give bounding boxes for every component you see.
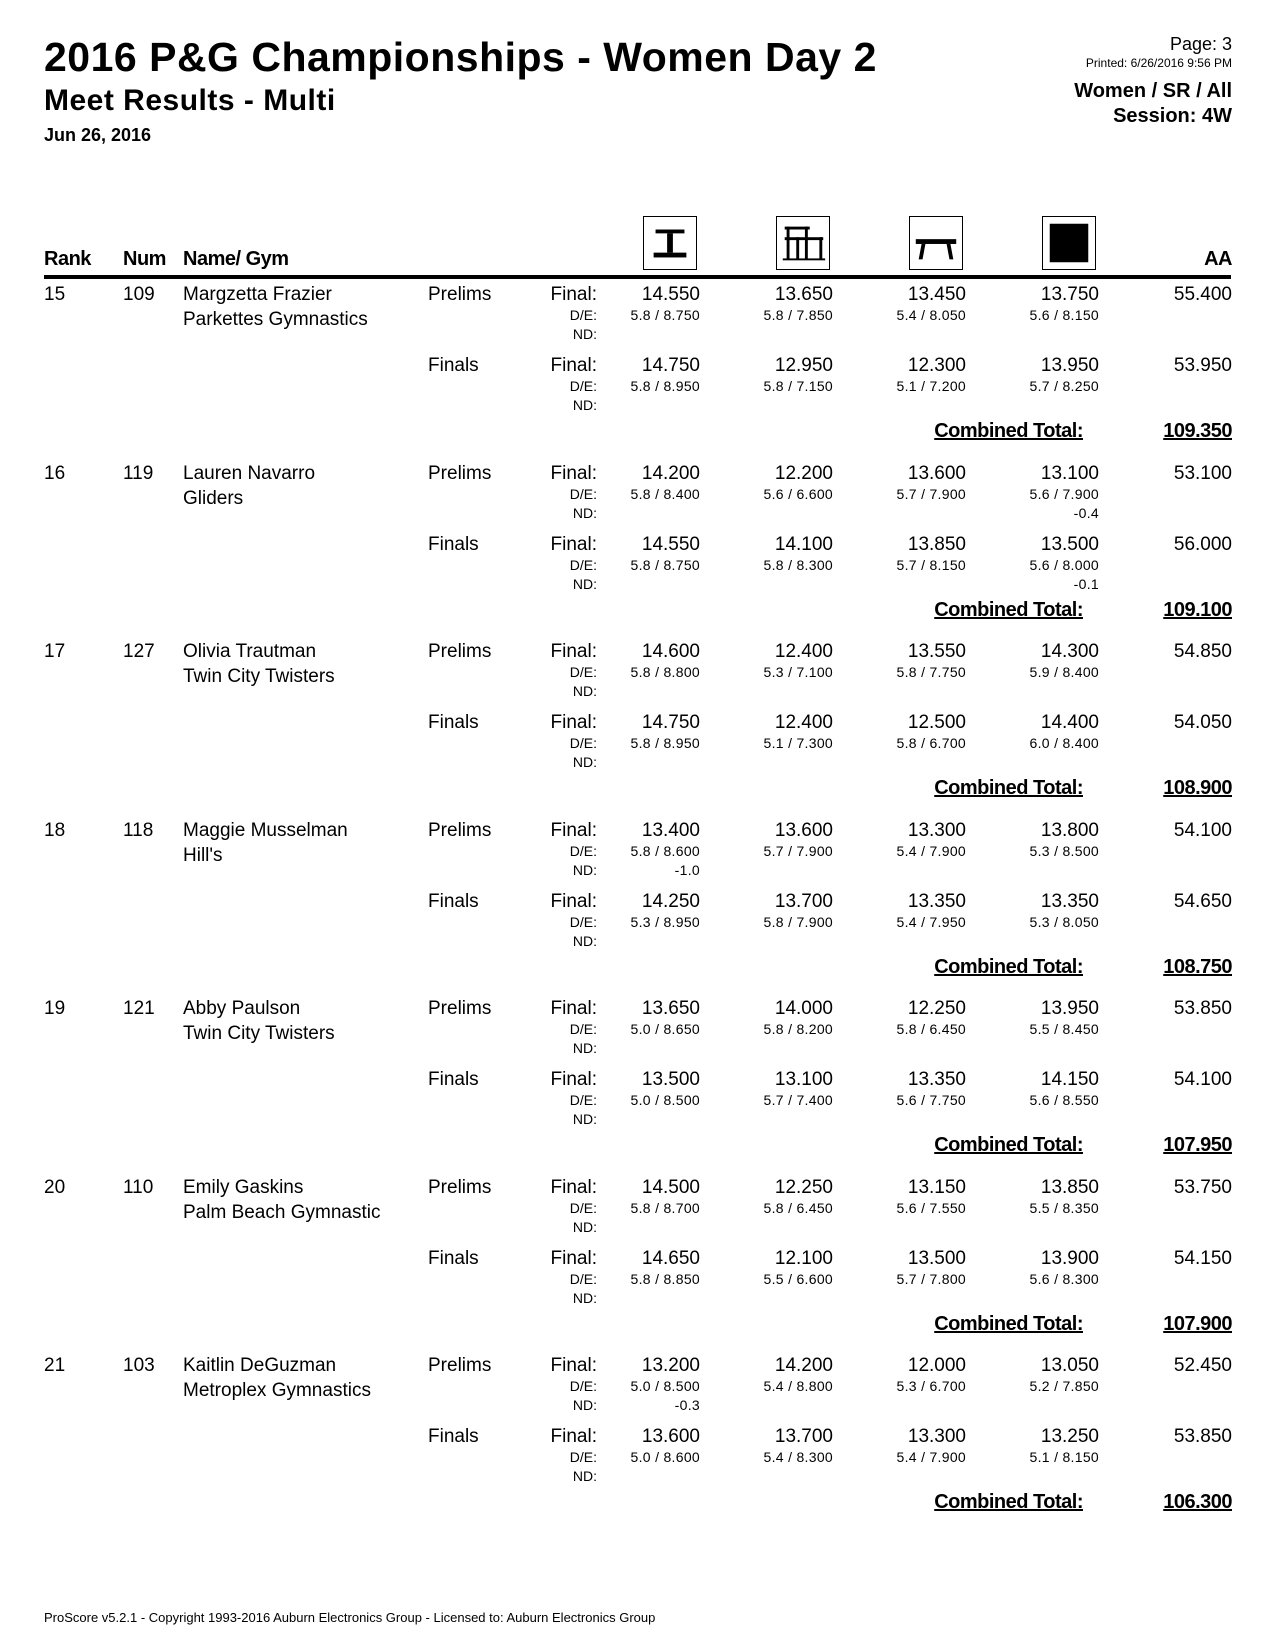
meet-title: 2016 P&G Championships - Women Day 2 [44, 34, 877, 80]
event-score: 13.100 [774, 1069, 833, 1090]
event-score: 13.950 [1040, 355, 1099, 376]
event-score: 13.700 [774, 1426, 833, 1447]
difficulty-execution: 5.8 / 8.750 [630, 557, 700, 573]
event-score: 14.750 [641, 712, 700, 733]
round-phase: Prelims [428, 463, 492, 484]
final-label: Final: [550, 641, 597, 662]
difficulty-execution: 5.3 / 8.050 [1029, 914, 1099, 930]
athlete-rank: 16 [44, 463, 66, 484]
combined-total-value: 106.300 [1163, 1491, 1232, 1513]
difficulty-execution: 5.4 / 8.050 [896, 307, 966, 323]
all-around-score: 52.450 [1173, 1355, 1232, 1376]
de-label: D/E: [569, 1271, 597, 1287]
all-around-score: 53.100 [1173, 463, 1232, 484]
software-footer: ProScore v5.2.1 - Copyright 1993-2016 Auburn Electronics Group - Licensed to: Auburn Electronics Group [44, 1610, 656, 1625]
event-score: 14.250 [641, 891, 700, 912]
final-label: Final: [550, 998, 597, 1019]
athlete-rank: 17 [44, 641, 66, 662]
event-score: 13.300 [907, 1426, 966, 1447]
combined-total-label: Combined Total: [934, 956, 1083, 978]
event-score: 12.000 [907, 1355, 966, 1376]
all-around-score: 53.850 [1173, 1426, 1232, 1447]
difficulty-execution: 5.9 / 8.400 [1029, 664, 1099, 680]
combined-total-value: 108.750 [1163, 956, 1232, 978]
difficulty-execution: 5.1 / 8.150 [1029, 1449, 1099, 1465]
difficulty-execution: 5.8 / 8.950 [630, 735, 700, 751]
nd-label: ND: [572, 754, 597, 770]
all-around-score: 54.150 [1173, 1248, 1232, 1269]
athlete-gym: Metroplex Gymnastics [183, 1380, 371, 1401]
event-score: 13.600 [774, 820, 833, 841]
difficulty-execution: 5.8 / 8.950 [630, 378, 700, 394]
combined-total-value: 109.100 [1163, 599, 1232, 621]
event-score: 13.450 [907, 284, 966, 305]
nd-label: ND: [572, 397, 597, 413]
difficulty-execution: 5.3 / 8.950 [630, 914, 700, 930]
combined-total-label: Combined Total: [934, 1313, 1083, 1335]
round-phase: Finals [428, 355, 479, 376]
difficulty-execution: 5.7 / 7.900 [896, 486, 966, 502]
athlete-number: 109 [123, 284, 155, 305]
num-column-header: Num [123, 248, 166, 270]
event-score: 13.850 [907, 534, 966, 555]
division-label: Women / SR / All [1074, 80, 1232, 102]
event-score: 13.500 [641, 1069, 700, 1090]
round-phase: Prelims [428, 998, 492, 1019]
event-score: 12.300 [907, 355, 966, 376]
final-label: Final: [550, 1355, 597, 1376]
difficulty-execution: 5.1 / 7.300 [763, 735, 833, 751]
athlete-row [0, 997, 1275, 1175]
final-label: Final: [550, 891, 597, 912]
round-phase: Finals [428, 1248, 479, 1269]
difficulty-execution: 5.6 / 8.300 [1029, 1271, 1099, 1287]
combined-total-label: Combined Total: [934, 420, 1083, 442]
athlete-name: Margzetta Frazier [183, 284, 332, 305]
de-label: D/E: [569, 1200, 597, 1216]
all-around-score: 56.000 [1173, 534, 1232, 555]
final-label: Final: [550, 1177, 597, 1198]
difficulty-execution: 5.7 / 7.900 [763, 843, 833, 859]
final-label: Final: [550, 712, 597, 733]
difficulty-execution: 5.8 / 7.750 [896, 664, 966, 680]
de-label: D/E: [569, 307, 597, 323]
event-score: 13.900 [1040, 1248, 1099, 1269]
de-label: D/E: [569, 378, 597, 394]
round-phase: Finals [428, 1426, 479, 1447]
event-score: 13.700 [774, 891, 833, 912]
athlete-name: Maggie Musselman [183, 820, 348, 841]
all-around-score: 55.400 [1173, 284, 1232, 305]
rank-column-header: Rank [44, 248, 91, 270]
athlete-gym: Twin City Twisters [183, 1023, 335, 1044]
de-label: D/E: [569, 914, 597, 930]
difficulty-execution: 5.7 / 8.250 [1029, 378, 1099, 394]
difficulty-execution: 5.8 / 8.700 [630, 1200, 700, 1216]
page-number: Page: 3 [1169, 34, 1232, 54]
combined-total-value: 108.900 [1163, 777, 1232, 799]
final-label: Final: [550, 534, 597, 555]
difficulty-execution: 5.8 / 8.750 [630, 307, 700, 323]
event-score: 13.400 [641, 820, 700, 841]
difficulty-execution: 5.8 / 8.400 [630, 486, 700, 502]
round-phase: Prelims [428, 284, 492, 305]
nd-label: ND: [572, 1219, 597, 1235]
athlete-rank: 15 [44, 284, 66, 305]
athlete-name: Olivia Trautman [183, 641, 317, 662]
event-score: 13.550 [907, 641, 966, 662]
event-score: 13.600 [641, 1426, 700, 1447]
event-score: 13.500 [1040, 534, 1099, 555]
event-score: 14.150 [1040, 1069, 1099, 1090]
round-phase: Prelims [428, 820, 492, 841]
neutral-deduction: -1.0 [674, 862, 700, 878]
nd-label: ND: [572, 1290, 597, 1306]
event-score: 12.200 [774, 463, 833, 484]
event-score: 12.250 [774, 1177, 833, 1198]
nd-label: ND: [572, 1397, 597, 1413]
event-score: 14.750 [641, 355, 700, 376]
athlete-gym: Gliders [183, 488, 244, 509]
round-phase: Prelims [428, 1355, 492, 1376]
difficulty-execution: 5.7 / 7.800 [896, 1271, 966, 1287]
final-label: Final: [550, 355, 597, 376]
event-score: 13.250 [1040, 1426, 1099, 1447]
difficulty-execution: 5.8 / 7.900 [763, 914, 833, 930]
difficulty-execution: 5.8 / 6.450 [763, 1200, 833, 1216]
difficulty-execution: 5.3 / 8.500 [1029, 843, 1099, 859]
event-score: 13.600 [907, 463, 966, 484]
neutral-deduction: -0.4 [1073, 505, 1099, 521]
event-score: 14.100 [774, 534, 833, 555]
difficulty-execution: 5.8 / 8.300 [763, 557, 833, 573]
athlete-number: 103 [123, 1355, 155, 1376]
difficulty-execution: 5.0 / 8.600 [630, 1449, 700, 1465]
athlete-number: 127 [123, 641, 155, 662]
event-score: 13.950 [1040, 998, 1099, 1019]
de-label: D/E: [569, 1021, 597, 1037]
all-around-score: 53.850 [1173, 998, 1232, 1019]
difficulty-execution: 5.6 / 7.550 [896, 1200, 966, 1216]
difficulty-execution: 5.8 / 8.600 [630, 843, 700, 859]
event-score: 13.050 [1040, 1355, 1099, 1376]
difficulty-execution: 5.1 / 7.200 [896, 378, 966, 394]
difficulty-execution: 5.8 / 6.450 [896, 1021, 966, 1037]
event-score: 12.100 [774, 1248, 833, 1269]
nd-label: ND: [572, 862, 597, 878]
event-score: 13.300 [907, 820, 966, 841]
difficulty-execution: 5.4 / 8.300 [763, 1449, 833, 1465]
de-label: D/E: [569, 1378, 597, 1394]
athlete-number: 119 [123, 463, 154, 484]
all-around-score: 54.050 [1173, 712, 1232, 733]
all-around-score: 54.100 [1173, 820, 1232, 841]
event-score: 14.550 [641, 284, 700, 305]
nd-label: ND: [572, 576, 597, 592]
athlete-gym: Twin City Twisters [183, 666, 335, 687]
nd-label: ND: [572, 326, 597, 342]
de-label: D/E: [569, 735, 597, 751]
final-label: Final: [550, 1248, 597, 1269]
event-score: 12.400 [774, 712, 833, 733]
event-score: 12.250 [907, 998, 966, 1019]
event-score: 14.000 [774, 998, 833, 1019]
difficulty-execution: 5.8 / 7.150 [763, 378, 833, 394]
neutral-deduction: -0.3 [674, 1397, 700, 1413]
neutral-deduction: -0.1 [1073, 576, 1099, 592]
difficulty-execution: 5.8 / 8.200 [763, 1021, 833, 1037]
event-score: 14.500 [641, 1177, 700, 1198]
event-score: 13.100 [1040, 463, 1099, 484]
athlete-name: Kaitlin DeGuzman [183, 1355, 337, 1376]
athlete-rank: 20 [44, 1177, 66, 1198]
event-score: 13.850 [1040, 1177, 1099, 1198]
difficulty-execution: 5.0 / 8.500 [630, 1378, 700, 1394]
combined-total-label: Combined Total: [934, 1491, 1083, 1513]
nd-label: ND: [572, 1040, 597, 1056]
difficulty-execution: 5.6 / 7.750 [896, 1092, 966, 1108]
de-label: D/E: [569, 557, 597, 573]
round-phase: Prelims [428, 1177, 492, 1198]
combined-total-label: Combined Total: [934, 599, 1083, 621]
event-score: 14.600 [641, 641, 700, 662]
event-score: 14.200 [774, 1355, 833, 1376]
event-score: 13.350 [907, 1069, 966, 1090]
difficulty-execution: 5.6 / 8.150 [1029, 307, 1099, 323]
athlete-rank: 21 [44, 1355, 66, 1376]
athlete-name: Lauren Navarro [183, 463, 316, 484]
combined-total-value: 109.350 [1163, 420, 1232, 442]
event-score: 12.500 [907, 712, 966, 733]
event-score: 13.350 [1040, 891, 1099, 912]
athlete-row [0, 1176, 1275, 1354]
final-label: Final: [550, 1426, 597, 1447]
athlete-rank: 19 [44, 998, 66, 1019]
athlete-number: 110 [123, 1177, 154, 1198]
nd-label: ND: [572, 1468, 597, 1484]
event-score: 13.200 [641, 1355, 700, 1376]
all-around-score: 54.850 [1173, 641, 1232, 662]
round-phase: Finals [428, 534, 479, 555]
difficulty-execution: 5.5 / 8.350 [1029, 1200, 1099, 1216]
event-score: 12.950 [774, 355, 833, 376]
event-score: 13.800 [1040, 820, 1099, 841]
all-around-score: 54.100 [1173, 1069, 1232, 1090]
meet-date: Jun 26, 2016 [44, 125, 152, 145]
event-score: 13.350 [907, 891, 966, 912]
final-label: Final: [550, 1069, 597, 1090]
event-score: 14.650 [641, 1248, 700, 1269]
athlete-row [0, 819, 1275, 997]
difficulty-execution: 5.6 / 8.000 [1029, 557, 1099, 573]
de-label: D/E: [569, 1092, 597, 1108]
athlete-row [0, 462, 1275, 640]
final-label: Final: [550, 463, 597, 484]
event-score: 14.200 [641, 463, 700, 484]
combined-total-label: Combined Total: [934, 777, 1083, 799]
athlete-number: 121 [123, 998, 155, 1019]
event-score: 13.650 [774, 284, 833, 305]
athlete-name: Abby Paulson [183, 998, 301, 1019]
event-score: 14.550 [641, 534, 700, 555]
nd-label: ND: [572, 683, 597, 699]
athlete-gym: Parkettes Gymnastics [183, 309, 368, 330]
event-score: 12.400 [774, 641, 833, 662]
athlete-rank: 18 [44, 820, 66, 841]
de-label: D/E: [569, 843, 597, 859]
difficulty-execution: 5.3 / 6.700 [896, 1378, 966, 1394]
nd-label: ND: [572, 1111, 597, 1127]
de-label: D/E: [569, 664, 597, 680]
difficulty-execution: 5.8 / 8.800 [630, 664, 700, 680]
difficulty-execution: 5.3 / 7.100 [763, 664, 833, 680]
difficulty-execution: 6.0 / 8.400 [1029, 735, 1099, 751]
round-phase: Finals [428, 1069, 479, 1090]
athlete-name: Emily Gaskins [183, 1177, 304, 1198]
event-score: 13.650 [641, 998, 700, 1019]
round-phase: Finals [428, 712, 479, 733]
difficulty-execution: 5.0 / 8.650 [630, 1021, 700, 1037]
event-score: 13.750 [1040, 284, 1099, 305]
athlete-gym: Hill's [183, 845, 223, 866]
difficulty-execution: 5.8 / 7.850 [763, 307, 833, 323]
printed-timestamp: Printed: 6/26/2016 9:56 PM [1085, 56, 1232, 70]
difficulty-execution: 5.4 / 7.900 [896, 843, 966, 859]
difficulty-execution: 5.4 / 7.900 [896, 1449, 966, 1465]
all-around-score: 53.950 [1173, 355, 1232, 376]
difficulty-execution: 5.5 / 8.450 [1029, 1021, 1099, 1037]
round-phase: Finals [428, 891, 479, 912]
aa-column-header: AA [1204, 248, 1232, 270]
event-score: 13.150 [907, 1177, 966, 1198]
event-score: 13.500 [907, 1248, 966, 1269]
difficulty-execution: 5.0 / 8.500 [630, 1092, 700, 1108]
difficulty-execution: 5.2 / 7.850 [1029, 1378, 1099, 1394]
final-label: Final: [550, 284, 597, 305]
difficulty-execution: 5.4 / 7.950 [896, 914, 966, 930]
event-score: 14.300 [1040, 641, 1099, 662]
event-score: 14.400 [1040, 712, 1099, 733]
difficulty-execution: 5.8 / 6.700 [896, 735, 966, 751]
combined-total-label: Combined Total: [934, 1134, 1083, 1156]
combined-total-value: 107.950 [1163, 1134, 1232, 1156]
difficulty-execution: 5.5 / 6.600 [763, 1271, 833, 1287]
session-label: Session: 4W [1113, 105, 1232, 127]
final-label: Final: [550, 820, 597, 841]
athlete-row [0, 283, 1275, 461]
athlete-row [0, 1354, 1275, 1532]
difficulty-execution: 5.7 / 8.150 [896, 557, 966, 573]
report-subtitle: Meet Results - Multi [44, 84, 336, 117]
all-around-score: 54.650 [1173, 891, 1232, 912]
athlete-row [0, 640, 1275, 818]
nd-label: ND: [572, 505, 597, 521]
difficulty-execution: 5.6 / 8.550 [1029, 1092, 1099, 1108]
difficulty-execution: 5.4 / 8.800 [763, 1378, 833, 1394]
athlete-number: 118 [123, 820, 154, 841]
combined-total-value: 107.900 [1163, 1313, 1232, 1335]
de-label: D/E: [569, 486, 597, 502]
nd-label: ND: [572, 933, 597, 949]
difficulty-execution: 5.7 / 7.400 [763, 1092, 833, 1108]
athlete-gym: Palm Beach Gymnastic [183, 1202, 381, 1223]
round-phase: Prelims [428, 641, 492, 662]
all-around-score: 53.750 [1173, 1177, 1232, 1198]
difficulty-execution: 5.6 / 7.900 [1029, 486, 1099, 502]
difficulty-execution: 5.6 / 6.600 [763, 486, 833, 502]
de-label: D/E: [569, 1449, 597, 1465]
name-gym-column-header: Name/ Gym [183, 248, 289, 270]
difficulty-execution: 5.8 / 8.850 [630, 1271, 700, 1287]
